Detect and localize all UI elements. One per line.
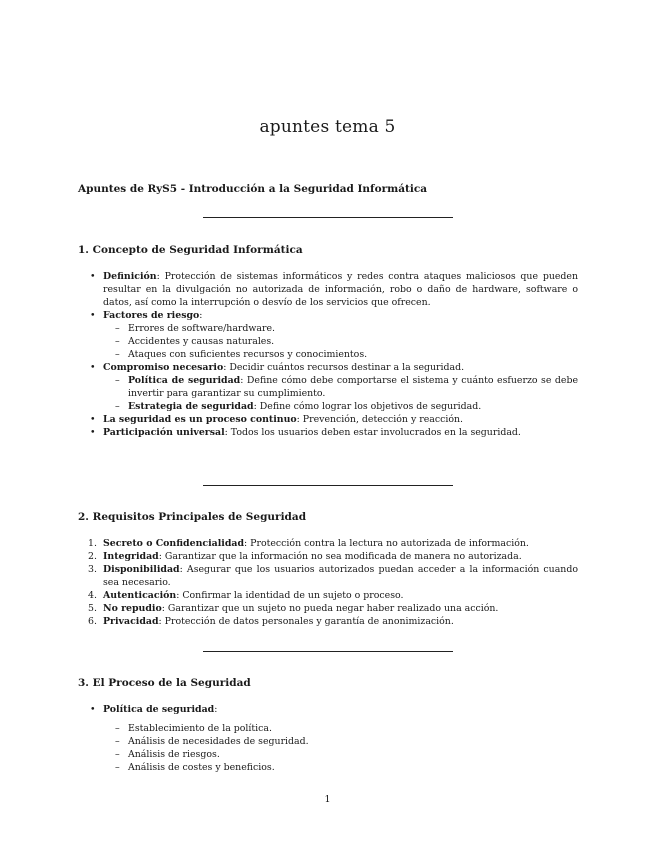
section-requisitos-content bbox=[78, 537, 578, 628]
list-item-proceso bbox=[78, 413, 578, 426]
list-item-definicion bbox=[78, 270, 578, 309]
horizontal-rule bbox=[203, 485, 453, 486]
list-item bbox=[103, 322, 578, 335]
dash-marker: – bbox=[115, 336, 120, 347]
term-compromiso: Compromiso necesario bbox=[103, 362, 224, 373]
document-title: apuntes tema 5 bbox=[259, 117, 396, 137]
number-marker: 5. bbox=[88, 603, 97, 614]
list-item-politica-seguridad bbox=[78, 703, 578, 774]
text-politica: : Define cómo debe comportarse el sistema y cuánto esfuerzo se debe invertir para garantizar su cumplimiento. bbox=[128, 375, 578, 399]
concepto-list bbox=[78, 270, 578, 439]
factores-sublist bbox=[103, 322, 578, 361]
list-item-requisito bbox=[78, 563, 578, 589]
list-item bbox=[103, 761, 578, 774]
factor-text: Ataques con suficientes recursos y conocimientos. bbox=[128, 349, 368, 360]
list-item bbox=[103, 348, 578, 361]
section-heading-proceso: 3. El Proceso de la Seguridad bbox=[78, 677, 251, 689]
text-estrategia: : Define cómo lograr los objetivos de seguridad. bbox=[253, 401, 482, 412]
requisitos-list bbox=[78, 537, 578, 628]
list-item-participacion bbox=[78, 426, 578, 439]
list-item-compromiso bbox=[78, 361, 578, 413]
requisito-text: : Confirmar la identidad de un sujeto o proceso. bbox=[176, 590, 404, 601]
number-marker: 1. bbox=[88, 538, 97, 549]
requisito-term: Autenticación bbox=[103, 590, 177, 601]
dash-marker: – bbox=[115, 749, 120, 760]
term-politica-seguridad: Política de seguridad bbox=[103, 704, 215, 715]
requisito-term: Integridad bbox=[103, 551, 159, 562]
list-item-requisito bbox=[78, 550, 578, 563]
text-compromiso: : Decidir cuántos recursos destinar a la seguridad. bbox=[223, 362, 465, 373]
politica-step: Análisis de riesgos. bbox=[128, 749, 220, 760]
bullet-marker: • bbox=[90, 427, 96, 438]
horizontal-rule bbox=[203, 217, 453, 218]
list-item bbox=[103, 335, 578, 348]
section-concepto-content bbox=[78, 270, 578, 439]
requisito-text: : Protección de datos personales y garantía de anonimización. bbox=[158, 616, 454, 627]
factor-text: Errores de software/hardware. bbox=[128, 323, 276, 334]
factor-text: Accidentes y causas naturales. bbox=[128, 336, 275, 347]
dash-marker: – bbox=[115, 762, 120, 773]
section-proceso-content bbox=[78, 703, 578, 774]
term-politica: Política de seguridad bbox=[128, 375, 241, 386]
dash-marker: – bbox=[115, 375, 120, 386]
term-factores: Factores de riesgo bbox=[103, 310, 200, 321]
section-heading-concepto: 1. Concepto de Seguridad Informática bbox=[78, 244, 303, 256]
list-item-requisito bbox=[78, 602, 578, 615]
term-proceso: La seguridad es un proceso continuo bbox=[103, 414, 297, 425]
text-definicion: : Protección de sistemas informáticos y redes contra ataques maliciosos que pueden resultar en la divulgación no autorizada de información, robo o daño de hardware, software o datos, así como la interrupción o desvío de los servicios que ofrecen. bbox=[103, 271, 578, 308]
colon-factores: : bbox=[199, 310, 203, 321]
dash-marker: – bbox=[115, 736, 120, 747]
list-item-requisito bbox=[78, 537, 578, 550]
page-number: 1 bbox=[324, 794, 331, 805]
dash-marker: – bbox=[115, 723, 120, 734]
list-item bbox=[103, 722, 578, 735]
politica-step: Establecimiento de la política. bbox=[128, 723, 272, 734]
term-estrategia: Estrategia de seguridad bbox=[128, 401, 254, 412]
colon-politica: : bbox=[214, 704, 218, 715]
bullet-marker: • bbox=[90, 414, 96, 425]
proceso-list bbox=[78, 703, 578, 774]
number-marker: 3. bbox=[88, 564, 97, 575]
dash-marker: – bbox=[115, 349, 120, 360]
number-marker: 6. bbox=[88, 616, 97, 627]
requisito-term: No repudio bbox=[103, 603, 162, 614]
requisito-term: Secreto o Confidencialidad bbox=[103, 538, 245, 549]
politica-sublist bbox=[103, 722, 578, 774]
document-subtitle: Apuntes de RyS5 - Introducción a la Seguridad Informática bbox=[78, 183, 428, 195]
list-item-politica bbox=[103, 374, 578, 400]
horizontal-rule bbox=[203, 651, 453, 652]
politica-step: Análisis de necesidades de seguridad. bbox=[128, 736, 309, 747]
bullet-marker: • bbox=[90, 362, 96, 373]
politica-step: Análisis de costes y beneficios. bbox=[128, 762, 275, 773]
requisito-text: : Protección contra la lectura no autorizada de información. bbox=[244, 538, 529, 549]
list-item bbox=[103, 735, 578, 748]
list-item-requisito bbox=[78, 589, 578, 602]
requisito-text: : Asegurar que los usuarios autorizados puedan acceder a la información cuando sea necesario. bbox=[103, 564, 578, 588]
requisito-text: : Garantizar que un sujeto no pueda negar haber realizado una acción. bbox=[161, 603, 499, 614]
section-heading-requisitos: 2. Requisitos Principales de Seguridad bbox=[78, 511, 307, 523]
list-item-factores bbox=[78, 309, 578, 361]
requisito-term: Privacidad bbox=[103, 616, 159, 627]
requisito-term: Disponibilidad bbox=[103, 564, 180, 575]
list-item-estrategia bbox=[103, 400, 578, 413]
dash-marker: – bbox=[115, 401, 120, 412]
number-marker: 2. bbox=[88, 551, 97, 562]
term-participacion: Participación universal bbox=[103, 427, 225, 438]
term-definicion: Definición bbox=[103, 271, 157, 282]
bullet-marker: • bbox=[90, 704, 96, 715]
number-marker: 4. bbox=[88, 590, 97, 601]
text-proceso: : Prevención, detección y reacción. bbox=[296, 414, 464, 425]
bullet-marker: • bbox=[90, 310, 96, 321]
requisito-text: : Garantizar que la información no sea modificada de manera no autorizada. bbox=[158, 551, 522, 562]
bullet-marker: • bbox=[90, 271, 96, 282]
list-item bbox=[103, 748, 578, 761]
dash-marker: – bbox=[115, 323, 120, 334]
compromiso-sublist bbox=[103, 374, 578, 413]
list-item-requisito bbox=[78, 615, 578, 628]
text-participacion: : Todos los usuarios deben estar involucrados en la seguridad. bbox=[224, 427, 521, 438]
